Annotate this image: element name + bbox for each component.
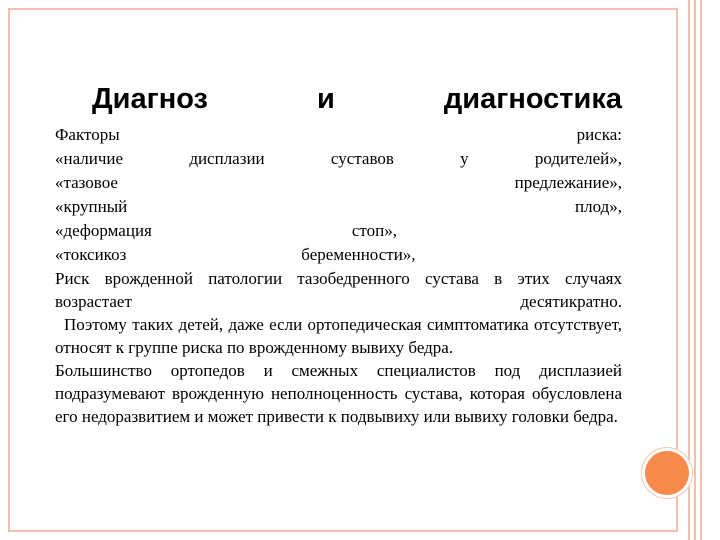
text-word: беременности»,	[301, 245, 416, 264]
decor-stripe	[700, 0, 702, 540]
text-word: «наличие	[55, 149, 124, 168]
factors-heading	[55, 123, 622, 147]
factor-item	[55, 219, 622, 243]
text-word: плод»,	[575, 197, 622, 216]
factor-item	[55, 243, 622, 267]
decor-stripe	[694, 0, 696, 540]
text-word: предлежание»,	[514, 173, 622, 192]
title-word: Диагноз	[92, 83, 208, 115]
text-word: риска:	[576, 125, 622, 144]
text-word: у	[460, 149, 469, 168]
text-word: родителей»,	[534, 149, 622, 168]
factor-item	[55, 147, 622, 171]
title-word: и	[317, 83, 335, 115]
text-word: «токсикоз	[55, 245, 127, 264]
risk-paragraph: Риск врожденной патологии тазобедренного сустава в этих случаях возрастает десятикратно.	[55, 269, 622, 311]
definition-paragraph: Большинство ортопедов и смежных специалистов под дисплазией подразумевают врожденную неполноценность сустава, которая обусловлена его недоразвитием и может привести к подвывиху или вывиху головки бедра.	[55, 361, 622, 426]
text-word: «крупный	[55, 197, 128, 216]
text-word: «деформация	[55, 221, 152, 240]
text-word: стоп»,	[351, 221, 397, 240]
decor-circle	[645, 451, 689, 495]
slide-content	[55, 80, 622, 428]
decor-stripe	[688, 0, 690, 540]
text-word: «тазовое	[55, 173, 118, 192]
title-word: диагностика	[443, 83, 622, 115]
factor-item	[55, 171, 622, 195]
factor-item	[55, 195, 622, 219]
slide-title	[55, 80, 622, 118]
text-word: дисплазии	[189, 149, 265, 168]
risk-group-paragraph: Поэтому таких детей, даже если ортопедическая симптоматика отсутствует, относят к группе риска по врожденному вывиху бедра.	[55, 315, 622, 357]
text-word: Факторы	[55, 125, 120, 144]
text-word: суставов	[330, 149, 394, 168]
